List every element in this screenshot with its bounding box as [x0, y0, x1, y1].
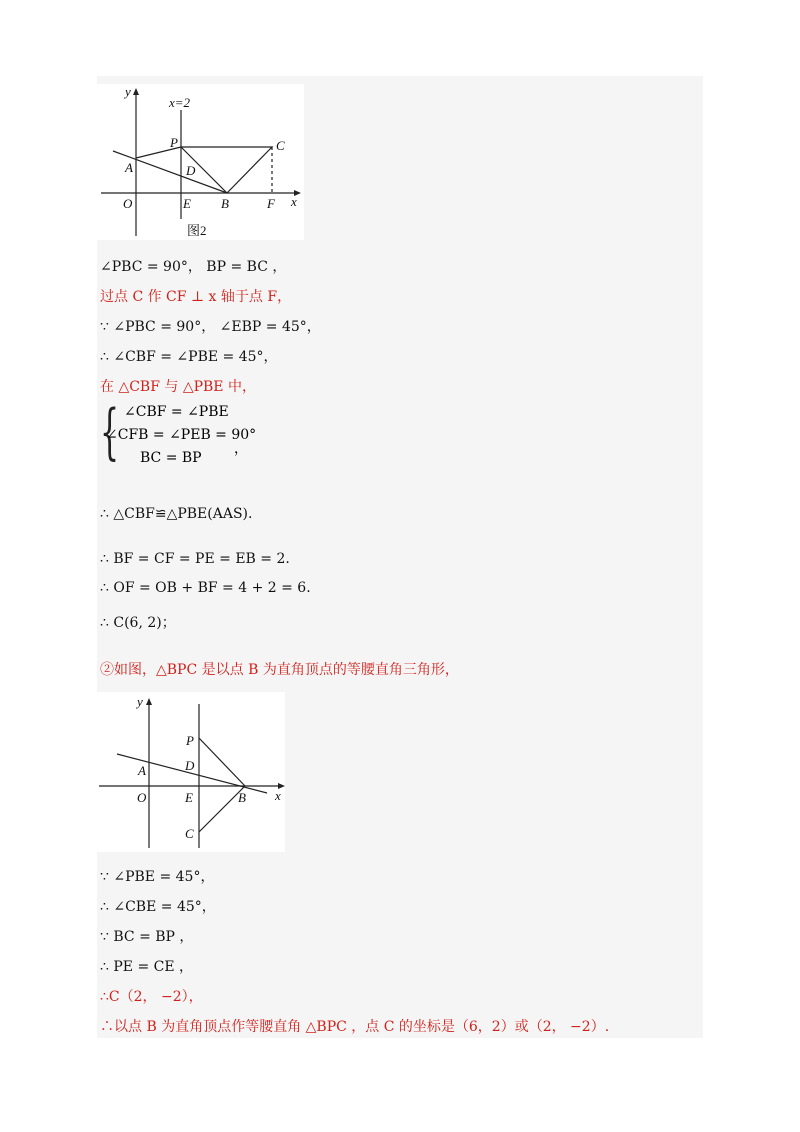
line-1: ∠PBC = 90°， BP = BC ， [100, 259, 287, 275]
line-3: ∵ ∠PBC = 90°， ∠EBP = 45°， [100, 319, 321, 335]
line-7: ∴ BF = CF = PE = EB = 2. [100, 551, 290, 567]
system-brace: { [100, 397, 120, 467]
fig1-point-B: B [221, 196, 229, 211]
figure-1 [97, 84, 304, 240]
figure-1-diagram [97, 84, 304, 240]
system-tail: ， [234, 441, 248, 457]
equation-system [100, 397, 260, 468]
fig2-point-O: O [137, 790, 147, 805]
fig2-point-C: C [185, 826, 194, 841]
fig1-line-label: x=2 [169, 95, 191, 110]
fig2-point-E: E [185, 790, 193, 805]
fig1-point-F: F [267, 196, 275, 211]
fig2-point-P: P [186, 733, 194, 748]
line-6: ∴ △CBF≌△PBE(AAS). [100, 506, 253, 522]
system-row-3: BC = BP [140, 450, 202, 466]
fig1-point-D: D [186, 163, 196, 178]
fig1-y-label: y [125, 84, 131, 99]
line-12: ∴ ∠CBE = 45°， [100, 899, 216, 915]
fig2-x-label: x [275, 788, 281, 803]
line-4: ∴ ∠CBF = ∠PBE = 45°， [100, 349, 278, 365]
segment-PB [199, 738, 245, 786]
figure-2-diagram [97, 692, 285, 852]
line-16: ∴以点 B 为直角顶点作等腰直角 △BPC ，点 C 的坐标是（6，2）或（2， −2）. [100, 1019, 610, 1035]
line-14: ∴ PE = CE ， [100, 959, 194, 975]
line-11: ∵ ∠PBE = 45°， [100, 869, 215, 885]
fig1-point-P: P [170, 135, 178, 150]
y-axis-arrow [133, 88, 139, 95]
system-row-2: ∠CFB = ∠PEB = 90° [106, 427, 257, 443]
line-8: ∴ OF = OB + BF = 4 + 2 = 6. [100, 580, 311, 596]
fig2-point-A: A [138, 763, 146, 778]
line-5: 在 △CBF 与 △PBE 中， [100, 379, 256, 395]
fig1-caption: 图2 [187, 223, 207, 238]
figure-2 [97, 692, 285, 852]
y-axis-arrow [146, 698, 152, 705]
line-2: 过点 C 作 CF ⊥ x 轴于点 F， [100, 289, 292, 305]
system-row-1: ∠CBF = ∠PBE [124, 404, 229, 420]
line-15: ∴C（2， −2）， [100, 989, 203, 1005]
fig1-point-C: C [276, 138, 285, 153]
fig1-point-E: E [183, 196, 191, 211]
fig1-x-label: x [291, 194, 297, 209]
fig1-point-O: O [123, 196, 133, 211]
fig2-point-B: B [238, 790, 246, 805]
fig2-y-label: y [137, 694, 143, 709]
line-10: ②如图，△BPC 是以点 B 为直角顶点的等腰直角三角形， [100, 662, 459, 678]
fig2-point-D: D [185, 758, 195, 773]
fig1-point-A: A [125, 160, 133, 175]
line-13: ∵ BC = BP ， [100, 929, 194, 945]
line-9: ∴ C(6, 2)； [100, 615, 176, 631]
